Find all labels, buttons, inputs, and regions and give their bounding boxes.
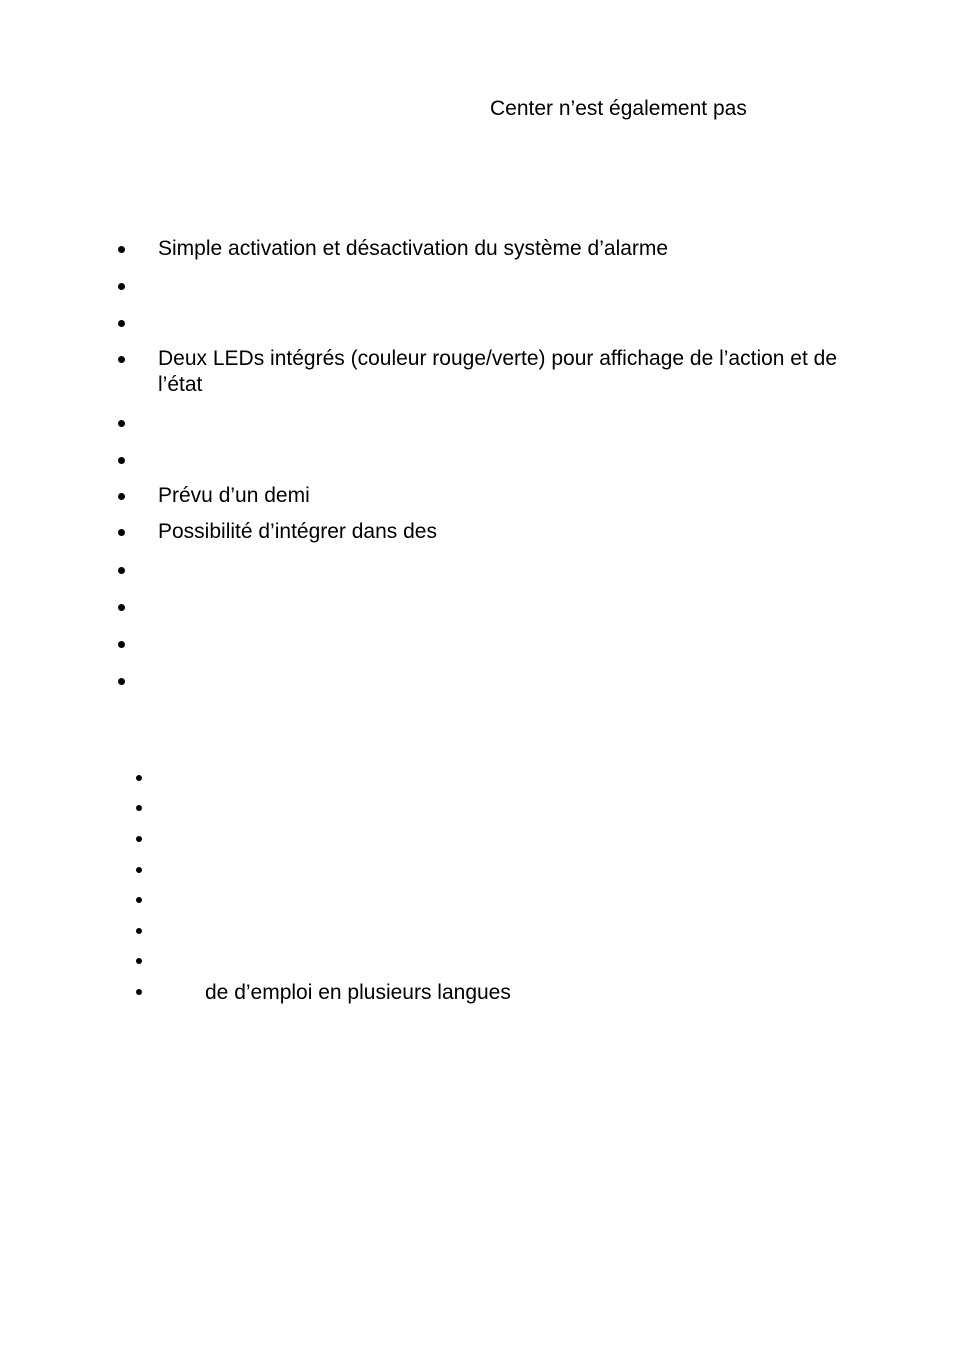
bullet-icon	[118, 567, 125, 574]
list-item-text: Simple activation et désactivation du système d’alarme	[158, 237, 669, 260]
bullet-icon	[136, 867, 142, 873]
bullet-icon	[118, 604, 125, 611]
bullet-icon	[136, 805, 142, 811]
bullet-icon	[118, 529, 125, 536]
bullet-icon	[136, 928, 142, 934]
header-text: Center n’est également pas	[490, 97, 747, 120]
bullet-icon	[118, 246, 125, 253]
bullet-icon	[118, 283, 125, 290]
list-item-text: de d’emploi en plusieurs langues	[205, 981, 511, 1004]
bullet-icon	[118, 678, 125, 685]
bullet-icon	[136, 989, 142, 995]
bullet-icon	[118, 457, 125, 464]
bullet-icon	[118, 493, 125, 500]
bullet-icon	[118, 641, 125, 648]
bullet-icon	[118, 420, 125, 427]
bullet-icon	[136, 775, 142, 781]
bullet-icon	[136, 836, 142, 842]
bullet-icon	[136, 958, 142, 964]
list-item-text: Deux LEDs intégrés (couleur rouge/verte) pour affichage de l’action et de l’état	[158, 347, 838, 396]
list-item-text: Possibilité d’intégrer dans des	[158, 520, 437, 543]
bullet-icon	[118, 356, 125, 363]
list-item-text: Prévu d’un demi	[158, 484, 310, 507]
bullet-icon	[136, 897, 142, 903]
bullet-icon	[118, 320, 125, 327]
